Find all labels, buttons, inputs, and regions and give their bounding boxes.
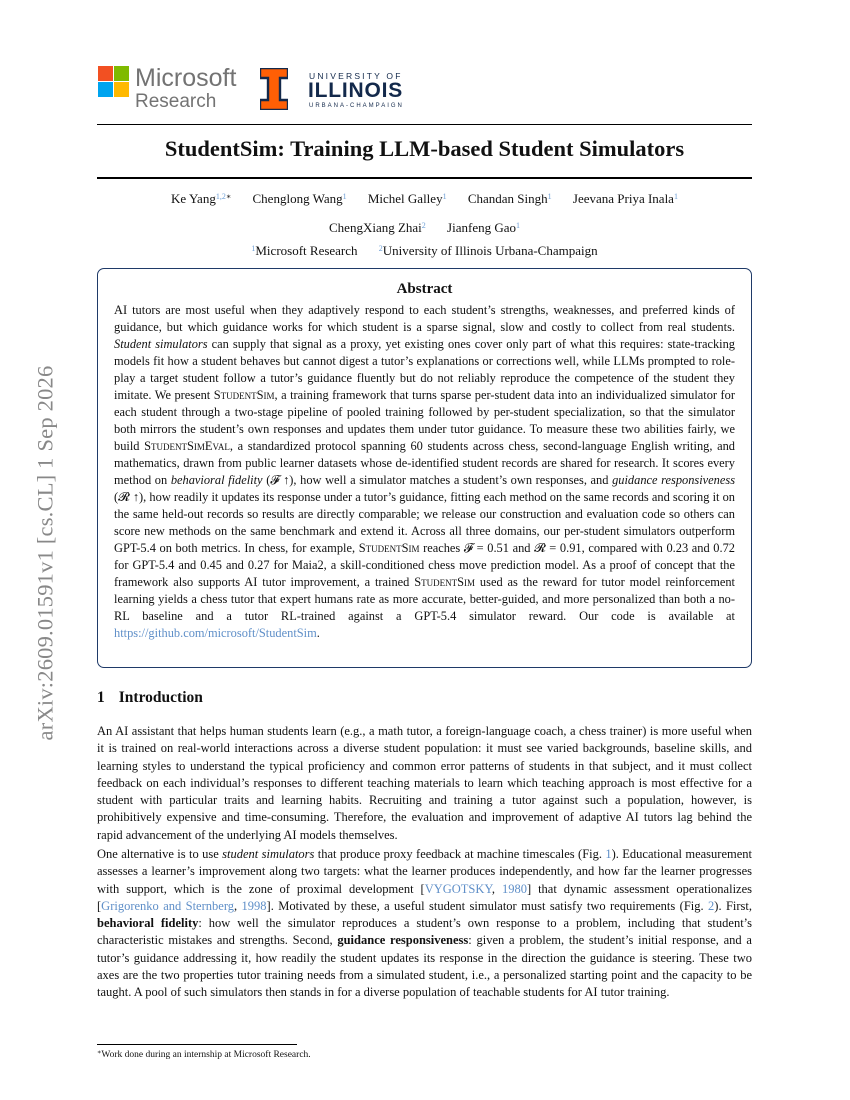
author: ChengXiang Zhai$^2$ <box>329 220 426 235</box>
author-list-row-2 <box>97 218 752 236</box>
footnote: ∗Work done during an internship at Microsoft Research. <box>97 1049 311 1060</box>
intro-paragraph-1: An AI assistant that helps human students learn (e.g., a math tutor, a foreign-language coach, a chess trainer) is more useful when it is trained on real-world interactions across a diverse student population: it must see varied backgrounds, baseline skills, and learning styles to understand the typical proficiency and common error patterns of students in that subject, and it must collect feedback on each individual’s responses to different teaching materials to learn which teaching approach is most effective for a student with particular traits and learning habits. Recruiting and training a tutor against such a population, however, is prohibitively expensive and time-consuming. Therefore, the evaluation and improvement of adaptive AI tutors lag behind the rapid advancement of the underlying AI models themselves. <box>97 724 752 842</box>
illinois-campus: URBANA-CHAMPAIGN <box>309 103 404 109</box>
intro-paragraph-2: One alternative is to use student simulators that produce proxy feedback at machine timescales (Fig. 1). Educational measurement assesses a learner’s improvement along two targets: what the learner produces independently, and how far the learner progresses with support, which is the zone of proximal development [VYGOTSKY, 1980] that dynamic assessment operationalizes [Grigorenko and Sternberg, 1998]. Motivated by these, a useful student simulator must satisfy two requirements (Fig. 2). First, behavioral fidelity: how well the simulator reproduces a student’s own response to a problem, including that student’s characteristic mistakes and strengths. Second, guidance responsiveness: given a problem, the student’s initial response, and a tutor’s guidance addressing it, how readily the student updates its response in the direction the guidance is steering. These two axes are the two properties tutor training needs from a simulated student, i.e., a personalized starting point and the capacity to be taught. A pool of such simulators then stands in for a diverse population of teachable students for AI tutor training. <box>97 847 753 1000</box>
microsoft-windows-icon <box>98 66 129 97</box>
abstract-heading: Abstract <box>396 281 453 297</box>
footnote-rule <box>97 1044 297 1045</box>
abstract-text: AI tutors are most useful when they adaptively respond to each student’s strengths, weaknesses, and preferred kinds of guidance, but which guidance works for which student is a sparse signal, slow and costly to collect from real students. Student simulators can supply that signal as a proxy, yet existing ones cover only part of what this requires: state-tracking models fit how a student behaves but cannot digest a tutor’s explanations or corrections well, while LLMs prompted to role-play a target student follow a tutor’s guidance fluently but do not reliably reproduce the competence of the student they imitate. We present StudentSim, a training framework that turns sparse per-student data into an individualized simulator for each student through a two-stage pipeline of pooled training followed by per-student specialization, so that the simulator both mirrors the student’s own responses and updates them under tutor guidance. To measure these two abilities fairly, we build StudentSimEval, a standardized protocol spanning 60 students across chess, second-language English writing, and mathematics, drawn from public learner datasets whose de-identified student records are shared for research. It scores every method on behavioral fidelity (𝓕 ↑), how well a simulator matches a student’s own responses, and guidance responsiveness (𝓡 ↑), how readily it updates its response under a tutor’s guidance, fitting each method on the same records and scoring it on the same held-out records so results are directly comparable; we release our construction and evaluation code so others can score new methods on the same benchmark and extend it. Across all three domains, our per-student simulators outperform GPT-5.4 on both metrics. In chess, for example, StudentSim reaches 𝓕 = 0.51 and 𝓡 = 0.91, compared with 0.23 and 0.72 for GPT-5.4 and 0.45 and 0.27 for Maia2, a skill-conditioned chess move prediction model. As a proof of concept that the framework also supports AI tutor improvement, a trained StudentSim used as the reward for tutor model reinforcement learning yields a chess tutor that expert humans rate as more accurate, better-guided, and more personalized than both a no-RL baseline and a tutor RL-trained against a GPT-5.4 simulator reward. Our code is available at https://github.com/microsoft/StudentSim. <box>114 303 736 640</box>
section-heading-introduction <box>97 689 203 707</box>
author-list-row-1 <box>97 189 752 207</box>
author: Michel Galley$^1$ <box>367 191 447 206</box>
affiliation: $^1$Microsoft Research <box>251 243 358 258</box>
title-rule-bottom <box>97 177 752 179</box>
author: Jeevana Priya Inala$^1$ <box>572 191 678 206</box>
arxiv-identifier-text: arXiv:2609.01591v1 [cs.CL] 1 Sep 2026 <box>32 365 57 741</box>
author: Ke Yang$^{1,2∗}$ <box>171 191 232 206</box>
arxiv-identifier <box>32 318 58 788</box>
microsoft-wordmark: Microsoft <box>135 64 237 92</box>
figure-1-reference[interactable]: 1 <box>605 847 612 861</box>
illinois-logo <box>260 68 420 112</box>
illinois-university-of: UNIVERSITY OF <box>309 71 403 81</box>
abstract-box <box>97 268 752 668</box>
figure-2-reference[interactable]: 2 <box>708 898 715 913</box>
author: Jianfeng Gao$^1$ <box>447 220 520 235</box>
illinois-wordmark: ILLINOIS <box>308 79 404 102</box>
paper-title: StudentSim: Training LLM-based Student Simulators <box>164 136 685 161</box>
section-number: 1 <box>97 689 105 706</box>
code-repository-link[interactable]: https://github.com/microsoft/StudentSim <box>114 626 317 640</box>
affiliation: $^2$University of Illinois Urbana-Champaign <box>378 243 598 258</box>
author: Chandan Singh$^1$ <box>467 191 552 206</box>
title-rule-top <box>97 124 752 125</box>
citation-grigorenko[interactable]: Grigorenko and Sternberg, 1998 <box>101 898 267 913</box>
section-title: Introduction <box>118 689 203 706</box>
affiliations <box>97 241 752 259</box>
author: Chenglong Wang$^1$ <box>252 191 347 206</box>
citation-vygotsky[interactable]: VYGOTSKY, 1980 <box>424 881 527 896</box>
microsoft-research-logo <box>98 64 238 112</box>
research-wordmark: Research <box>135 91 217 112</box>
illinois-block-i-icon <box>260 68 288 110</box>
institution-logos <box>98 64 418 112</box>
